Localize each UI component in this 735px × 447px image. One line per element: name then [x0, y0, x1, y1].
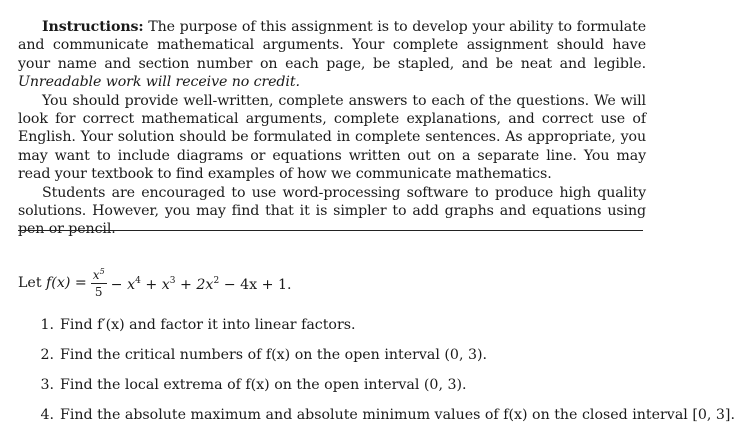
question-item [18, 316, 648, 346]
question-number: 2. [40, 347, 54, 363]
horizontal-divider [18, 230, 643, 231]
function-let-label: Let [18, 275, 42, 291]
fraction-numerator: $x^5$ [92, 267, 105, 282]
fraction-denominator: 5 [94, 285, 103, 299]
question-list [18, 316, 735, 436]
instructions-p1-warning: Unreadable work will receive no credit. [18, 74, 300, 91]
function-definition [18, 268, 292, 298]
instructions-p1-main: The purpose of this assignment is to develop your ability to formulate and communicate mathematical arguments. Your complete assignment should have your name and section number on each page, be stapled, and be neat and legible. [18, 19, 646, 72]
question-number: 4. [40, 407, 54, 423]
question-text: Find the local extrema of f(x) on the open interval (0, 3). [60, 377, 467, 393]
instructions-paragraph-1 [18, 18, 646, 92]
question-number: 1. [40, 317, 54, 333]
question-number: 3. [40, 377, 54, 393]
function-remaining-terms: − $x^4 + x^3 + 2x^2 - 4x + 1$. [110, 276, 292, 293]
instructions-block [18, 18, 646, 239]
question-text: Find the absolute maximum and absolute minimum values of f(x) on the closed interval [0, 3]. [60, 407, 735, 423]
instructions-lead: Instructions: [42, 19, 144, 35]
function-fraction [91, 268, 107, 298]
instructions-paragraph-3: Students are encouraged to use word-processing software to produce high quality solutions. However, you may find that it is simpler to add graphs and equations using pen or pencil. [18, 184, 646, 238]
function-lhs: f(x) = [46, 275, 87, 291]
question-text: Find f′(x) and factor it into linear factors. [60, 317, 356, 333]
question-text: Find the critical numbers of f(x) on the open interval (0, 3). [60, 347, 488, 363]
question-item [18, 346, 648, 376]
question-item [18, 376, 648, 406]
instructions-paragraph-2: You should provide well-written, complete answers to each of the questions. We will look for correct mathematical arguments, complete explanations, and correct use of English. Your solution should be formulated in complete sentences. As appropriate, you may want to include diagrams or equations written out on a separate line. You may read your textbook to find examples of how we communicate mathematics. [18, 92, 646, 183]
question-item [18, 406, 735, 436]
